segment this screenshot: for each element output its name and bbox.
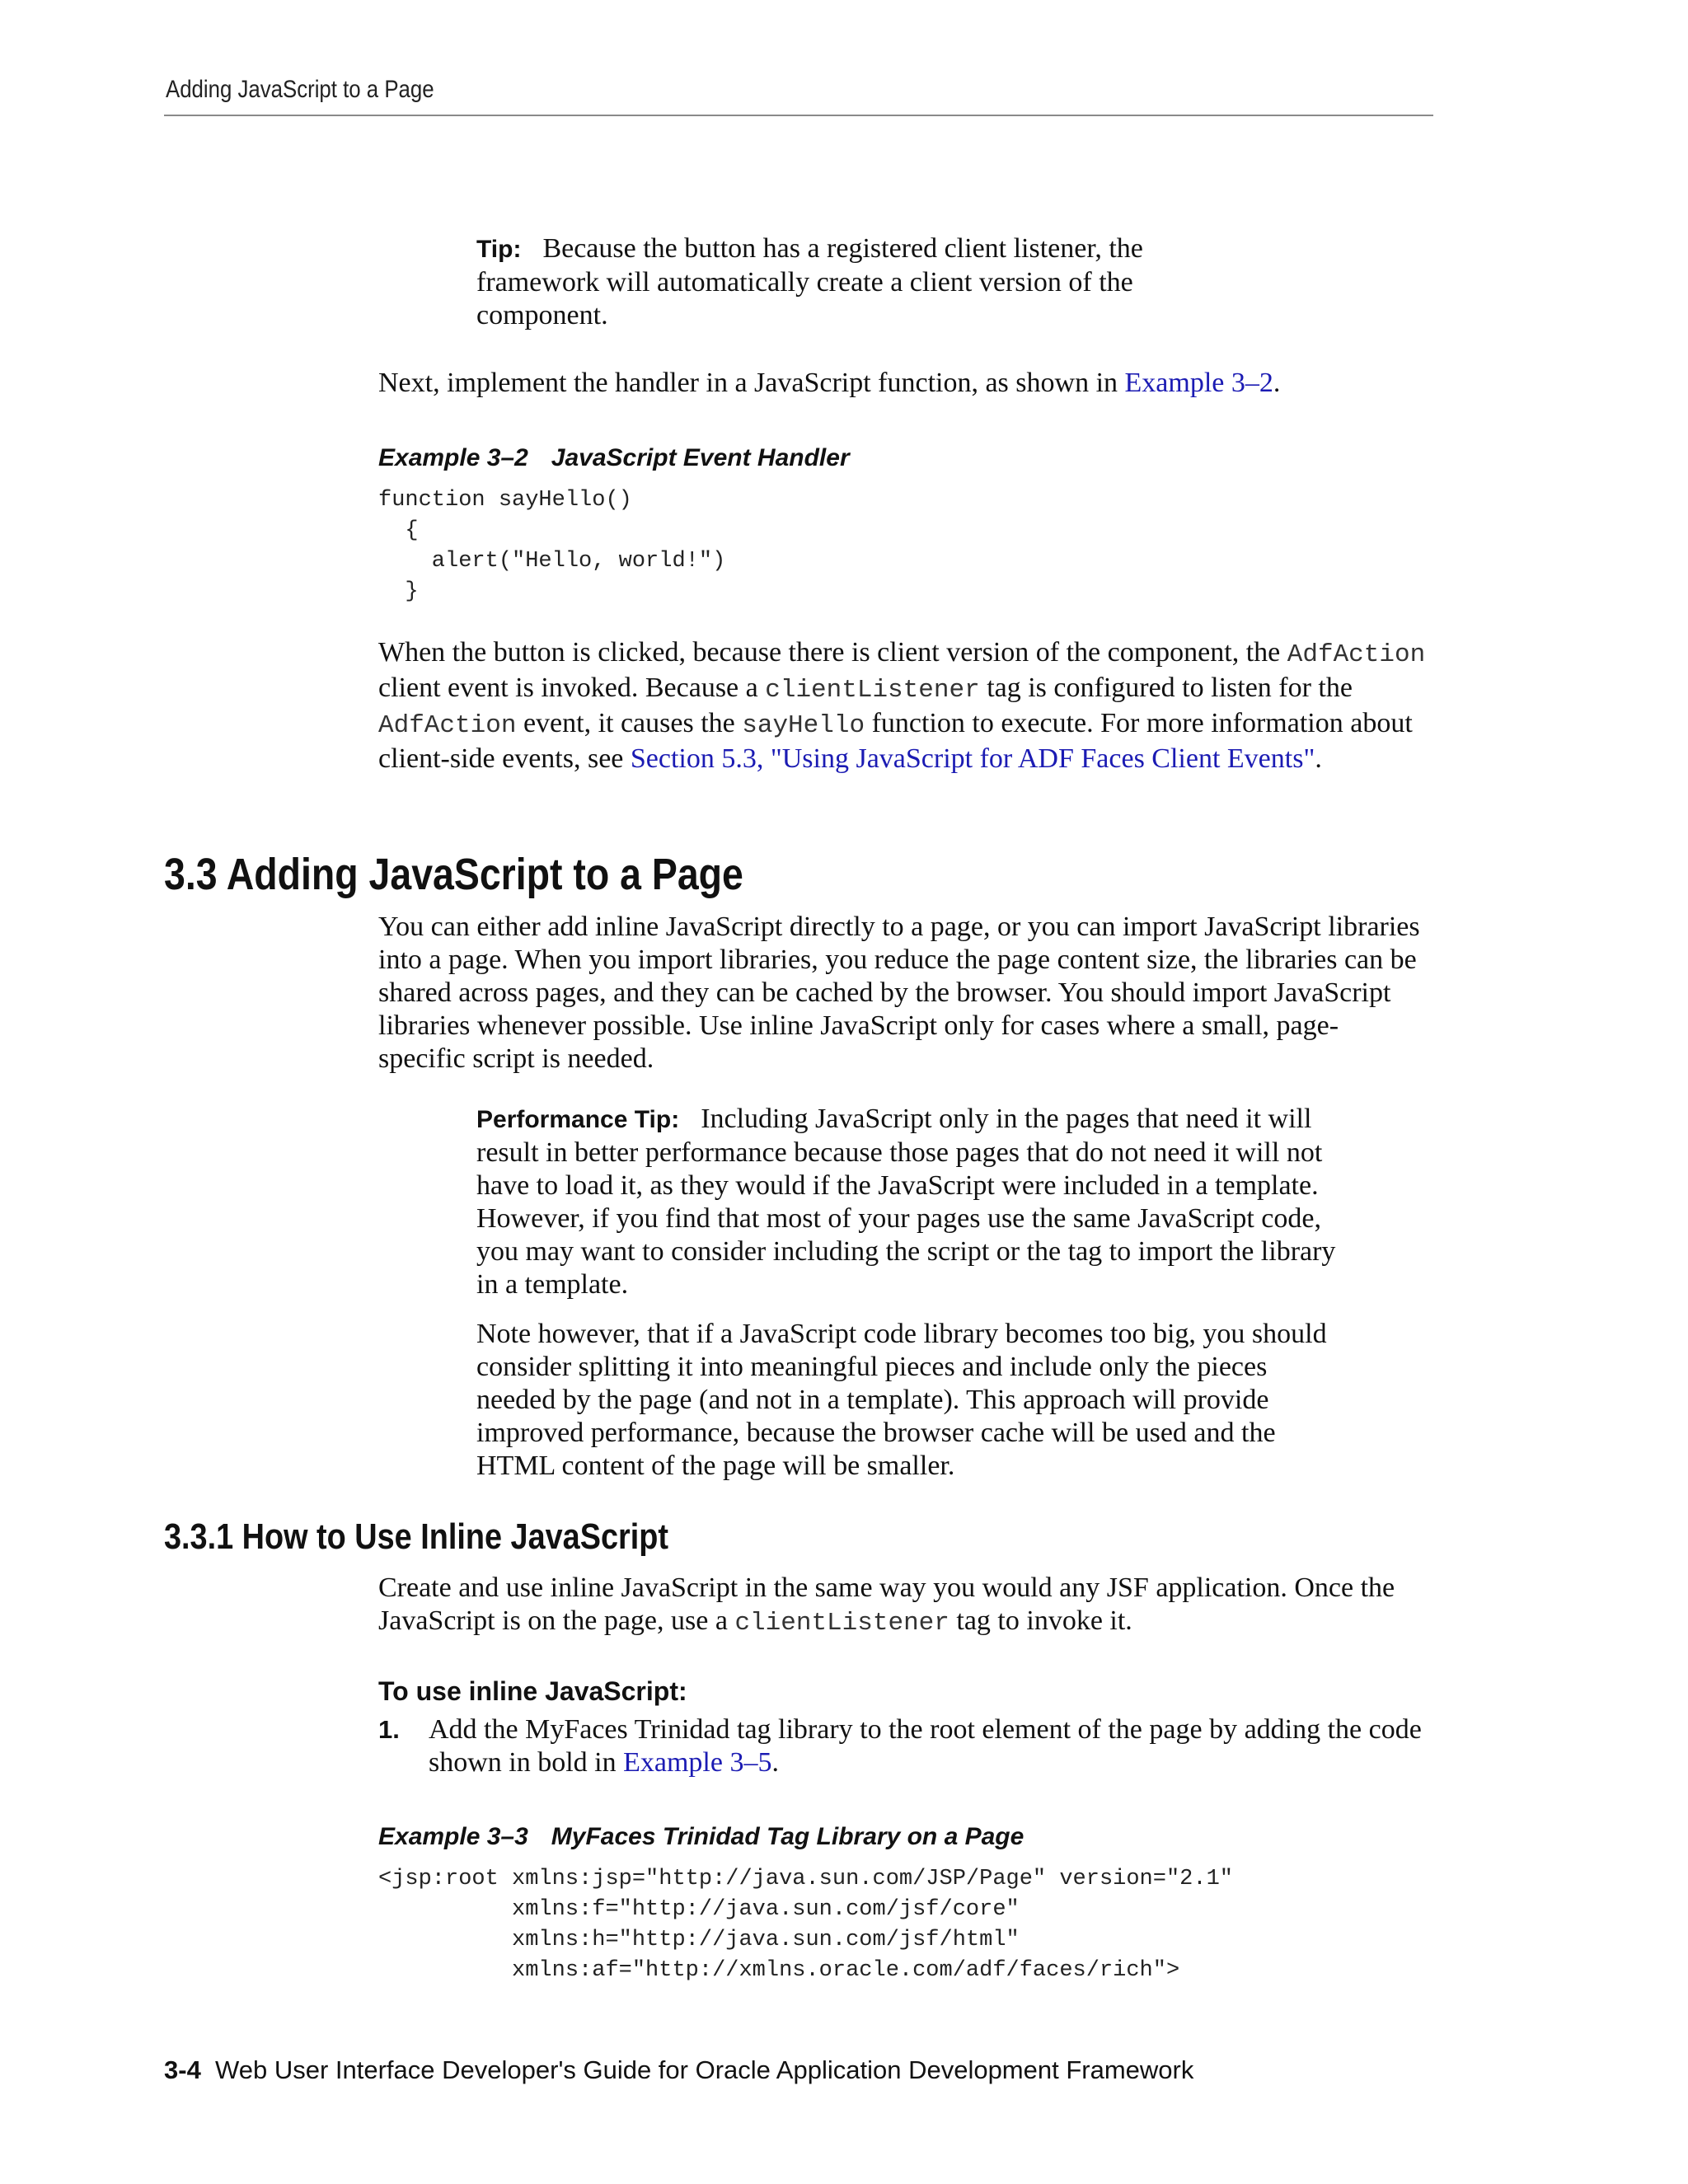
step-text: .	[771, 1747, 779, 1778]
code-term: sayHello	[742, 711, 865, 740]
paragraph-text: Next, implement the handler in a JavaScript function, as shown in	[378, 368, 1125, 398]
section-3-3-1-heading: 3.3.1 How to Use Inline JavaScript	[164, 1516, 668, 1557]
page-number: 3-4	[164, 2055, 201, 2084]
paragraph-text: When the button is clicked, because there is client version of the component, the	[378, 637, 1287, 668]
paragraph-text: .	[1315, 743, 1322, 774]
tip-label: Tip:	[476, 236, 522, 263]
paragraph-text: Create and use inline JavaScript in the same way you would any JSF application. Once the JavaScript is on the page, use a	[378, 1572, 1395, 1636]
example-3-2-caption	[378, 444, 850, 472]
example-title: JavaScript Event Handler	[551, 444, 850, 471]
paragraph-text: tag to invoke it.	[949, 1605, 1132, 1636]
tip-text: Because the button has a registered client listener, the framework will automatically create a client version of the component.	[476, 233, 1143, 330]
section-3-3-intro	[378, 911, 1425, 1076]
performance-tip-text-2: Note however, that if a JavaScript code library becomes too big, you should consider splitting it into meaningful pieces and include only the pieces needed by the page (and not in a template). This approach will provide improved performance, because the browser cache will be used and the HTML content of the page will be smaller.	[476, 1319, 1327, 1481]
example-3-5-link[interactable]: Example 3–5	[623, 1747, 772, 1778]
paragraph-text: tag is configured to listen for the	[979, 673, 1353, 703]
section-3-3-heading: 3.3 Adding JavaScript to a Page	[164, 850, 743, 899]
example-3-2-link[interactable]: Example 3–2	[1124, 368, 1273, 398]
paragraph-next	[378, 367, 1442, 400]
tip-note	[476, 232, 1243, 332]
paragraph-text: function to execute. For more information about client-side events, see	[378, 708, 1413, 774]
performance-tip-label: Performance Tip:	[476, 1106, 680, 1133]
code-term: AdfAction	[1287, 640, 1426, 669]
paragraph-text: .	[1273, 368, 1281, 398]
example-number: Example 3–2	[378, 444, 528, 471]
book-title: Web User Interface Developer's Guide for Oracle Application Development Framework	[215, 2055, 1194, 2084]
step-number: 1.	[378, 1715, 400, 1744]
example-3-3-code: <jsp:root xmlns:jsp="http://java.sun.com/JSP/Page" version="2.1" xmlns:f="http://java.sun.com/jsf/core" xmlns:h="http://java.sun.com/jsf/html" xmlns:af="http://xmlns.oracle.com/adf/faces/rich">	[378, 1867, 1233, 1983]
step-text: Add the MyFaces Trinidad tag library to the root element of the page by adding the code shown in bold in	[429, 1714, 1422, 1778]
paragraph-text: client event is invoked. Because a	[378, 673, 766, 703]
performance-tip-text: Including JavaScript only in the pages that need it will result in better performance because those pages that do not need it will not have to load it, as they would if the JavaScript were included in a template. However, if you find that most of your pages use the same JavaScript code, you may want to consider including the script or the tag to import the library in a template.	[476, 1104, 1336, 1300]
section-5-3-link[interactable]: Section 5.3, "Using JavaScript for ADF Faces Client Events"	[630, 743, 1315, 774]
example-title: MyFaces Trinidad Tag Library on a Page	[551, 1823, 1025, 1850]
procedure-step-1	[378, 1713, 1442, 1779]
section-3-3-1-text	[378, 1572, 1442, 1640]
example-number: Example 3–3	[378, 1823, 528, 1850]
code-term: clientListener	[765, 676, 980, 705]
paragraph-text: event, it causes the	[516, 708, 743, 738]
code-term: AdfAction	[378, 711, 517, 740]
performance-tip-note	[476, 1103, 1342, 1483]
paragraph-clicked	[378, 636, 1442, 776]
paragraph-text: You can either add inline JavaScript directly to a page, or you can import JavaScript libraries into a page. When you import libraries, you reduce the page content size, the libraries can be shared across pages, and they can be cached by the browser. You should import JavaScript libraries whenever possible. Use inline JavaScript only for cases where a small, page-specific script is needed.	[378, 912, 1420, 1074]
header-rule	[164, 115, 1433, 116]
running-header: Adding JavaScript to a Page	[166, 76, 434, 103]
example-3-3-caption	[378, 1823, 1024, 1851]
page-footer	[164, 2055, 1193, 2085]
code-term: clientListener	[734, 1609, 950, 1638]
procedure-heading: To use inline JavaScript:	[378, 1676, 687, 1706]
example-3-2-code: function sayHello() { alert("Hello, world!") }	[378, 488, 726, 604]
